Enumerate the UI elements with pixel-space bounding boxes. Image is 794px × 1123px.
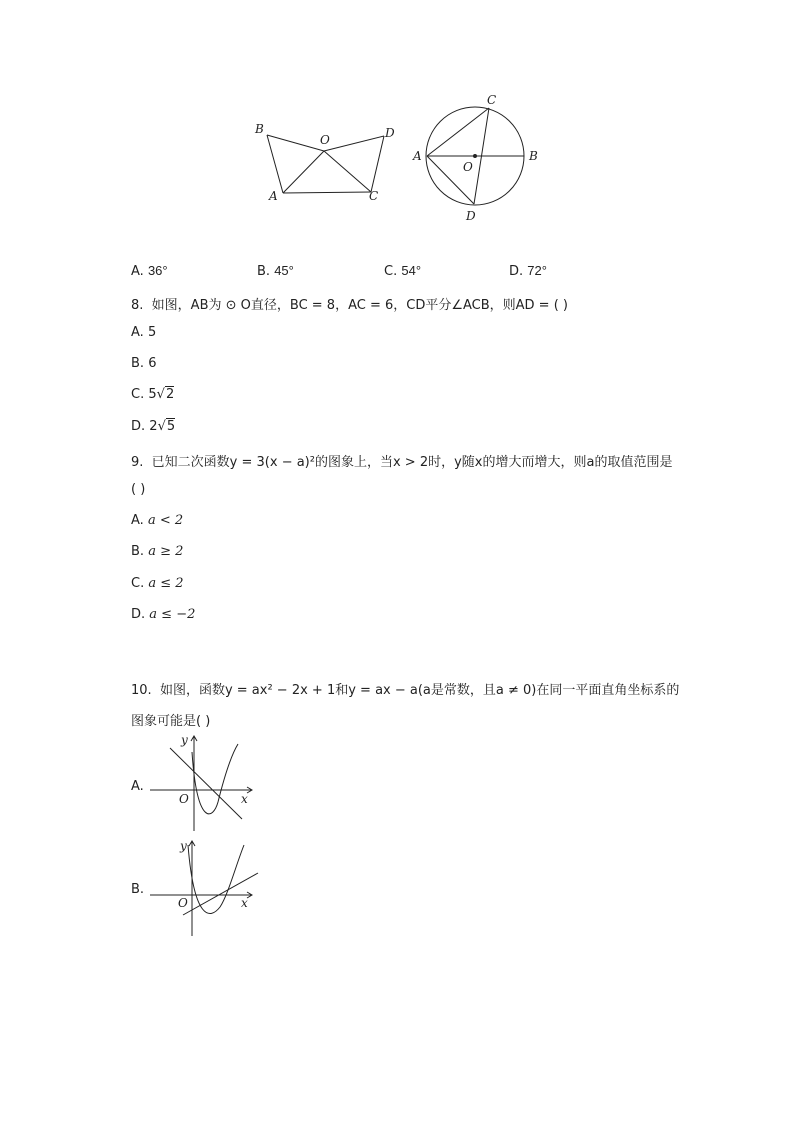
label-b: B <box>255 122 264 136</box>
q9-option-b[interactable]: B. a ≥ 2 <box>131 544 184 559</box>
label-c: C <box>487 93 497 107</box>
q8-stem <box>131 294 568 313</box>
q7-circle-figure <box>405 92 550 227</box>
label-a: A <box>413 149 422 163</box>
q9-number: 9. <box>131 455 144 470</box>
label-o: O <box>463 160 473 174</box>
q8-option-a[interactable]: A. 5 <box>131 325 157 340</box>
y-axis-label: y <box>180 839 187 853</box>
q10-option-b-letter[interactable]: B. <box>131 882 145 897</box>
q9-stem-line1: 9. 已知二次函数y = 3(x − a)²的图象上，当x > 2时，y随x的增大而增大，则a的取值范围是 <box>131 455 673 470</box>
q10-stem-line2: 图象可能是( ) <box>131 714 211 729</box>
q7-options <box>131 263 547 279</box>
q7-quadrilateral-figure <box>250 118 410 208</box>
label-o: O <box>320 133 330 147</box>
label-d: D <box>385 126 395 140</box>
q8-option-c[interactable]: C. 5√2 <box>131 387 175 402</box>
q9-option-d[interactable]: D. a ≤ −2 <box>131 607 196 622</box>
y-axis-label: y <box>181 733 188 747</box>
q10-number: 10. <box>131 683 152 698</box>
q8-option-d[interactable]: D. 2√5 <box>131 419 176 434</box>
q8-option-b[interactable]: B. 6 <box>131 356 157 371</box>
q10-option-a-letter[interactable]: A. <box>131 779 144 794</box>
q7-option-b[interactable]: B. 45° <box>257 263 294 279</box>
label-d: D <box>466 209 476 223</box>
label-b: B <box>529 149 538 163</box>
origin-label: O <box>179 792 189 806</box>
q9-option-a[interactable]: A. a < 2 <box>131 513 184 528</box>
center-point <box>473 154 477 158</box>
q9-stem-line2: ( ) <box>131 482 146 497</box>
q7-option-c[interactable]: C. 54° <box>384 263 422 279</box>
q7-option-a[interactable]: A. 36° <box>131 263 168 279</box>
q8-text: 如图，AB为 ⊙ O直径，BC = 8，AC = 6，CD平分∠ACB，则AD = ( ) <box>151 298 568 313</box>
sqrt-sign: √ <box>156 387 165 402</box>
q9-option-c[interactable]: C. a ≤ 2 <box>131 576 184 591</box>
label-c: C <box>369 189 379 203</box>
x-axis-label: x <box>241 896 248 910</box>
q10-option-a-graph[interactable] <box>148 732 258 834</box>
origin-label: O <box>178 896 188 910</box>
q10-option-b-graph[interactable] <box>148 835 263 937</box>
q7-option-d[interactable]: D. 72° <box>509 263 547 279</box>
q8-number: 8. <box>131 298 144 313</box>
x-axis-label: x <box>241 792 248 806</box>
q10-stem-line1: 10. 如图，函数y = ax² − 2x + 1和y = ax − a(a是常数，且a ≠ 0)在同一平面直角坐标系的 <box>131 683 680 698</box>
label-a: A <box>269 189 278 203</box>
sqrt-sign: √ <box>157 419 166 434</box>
